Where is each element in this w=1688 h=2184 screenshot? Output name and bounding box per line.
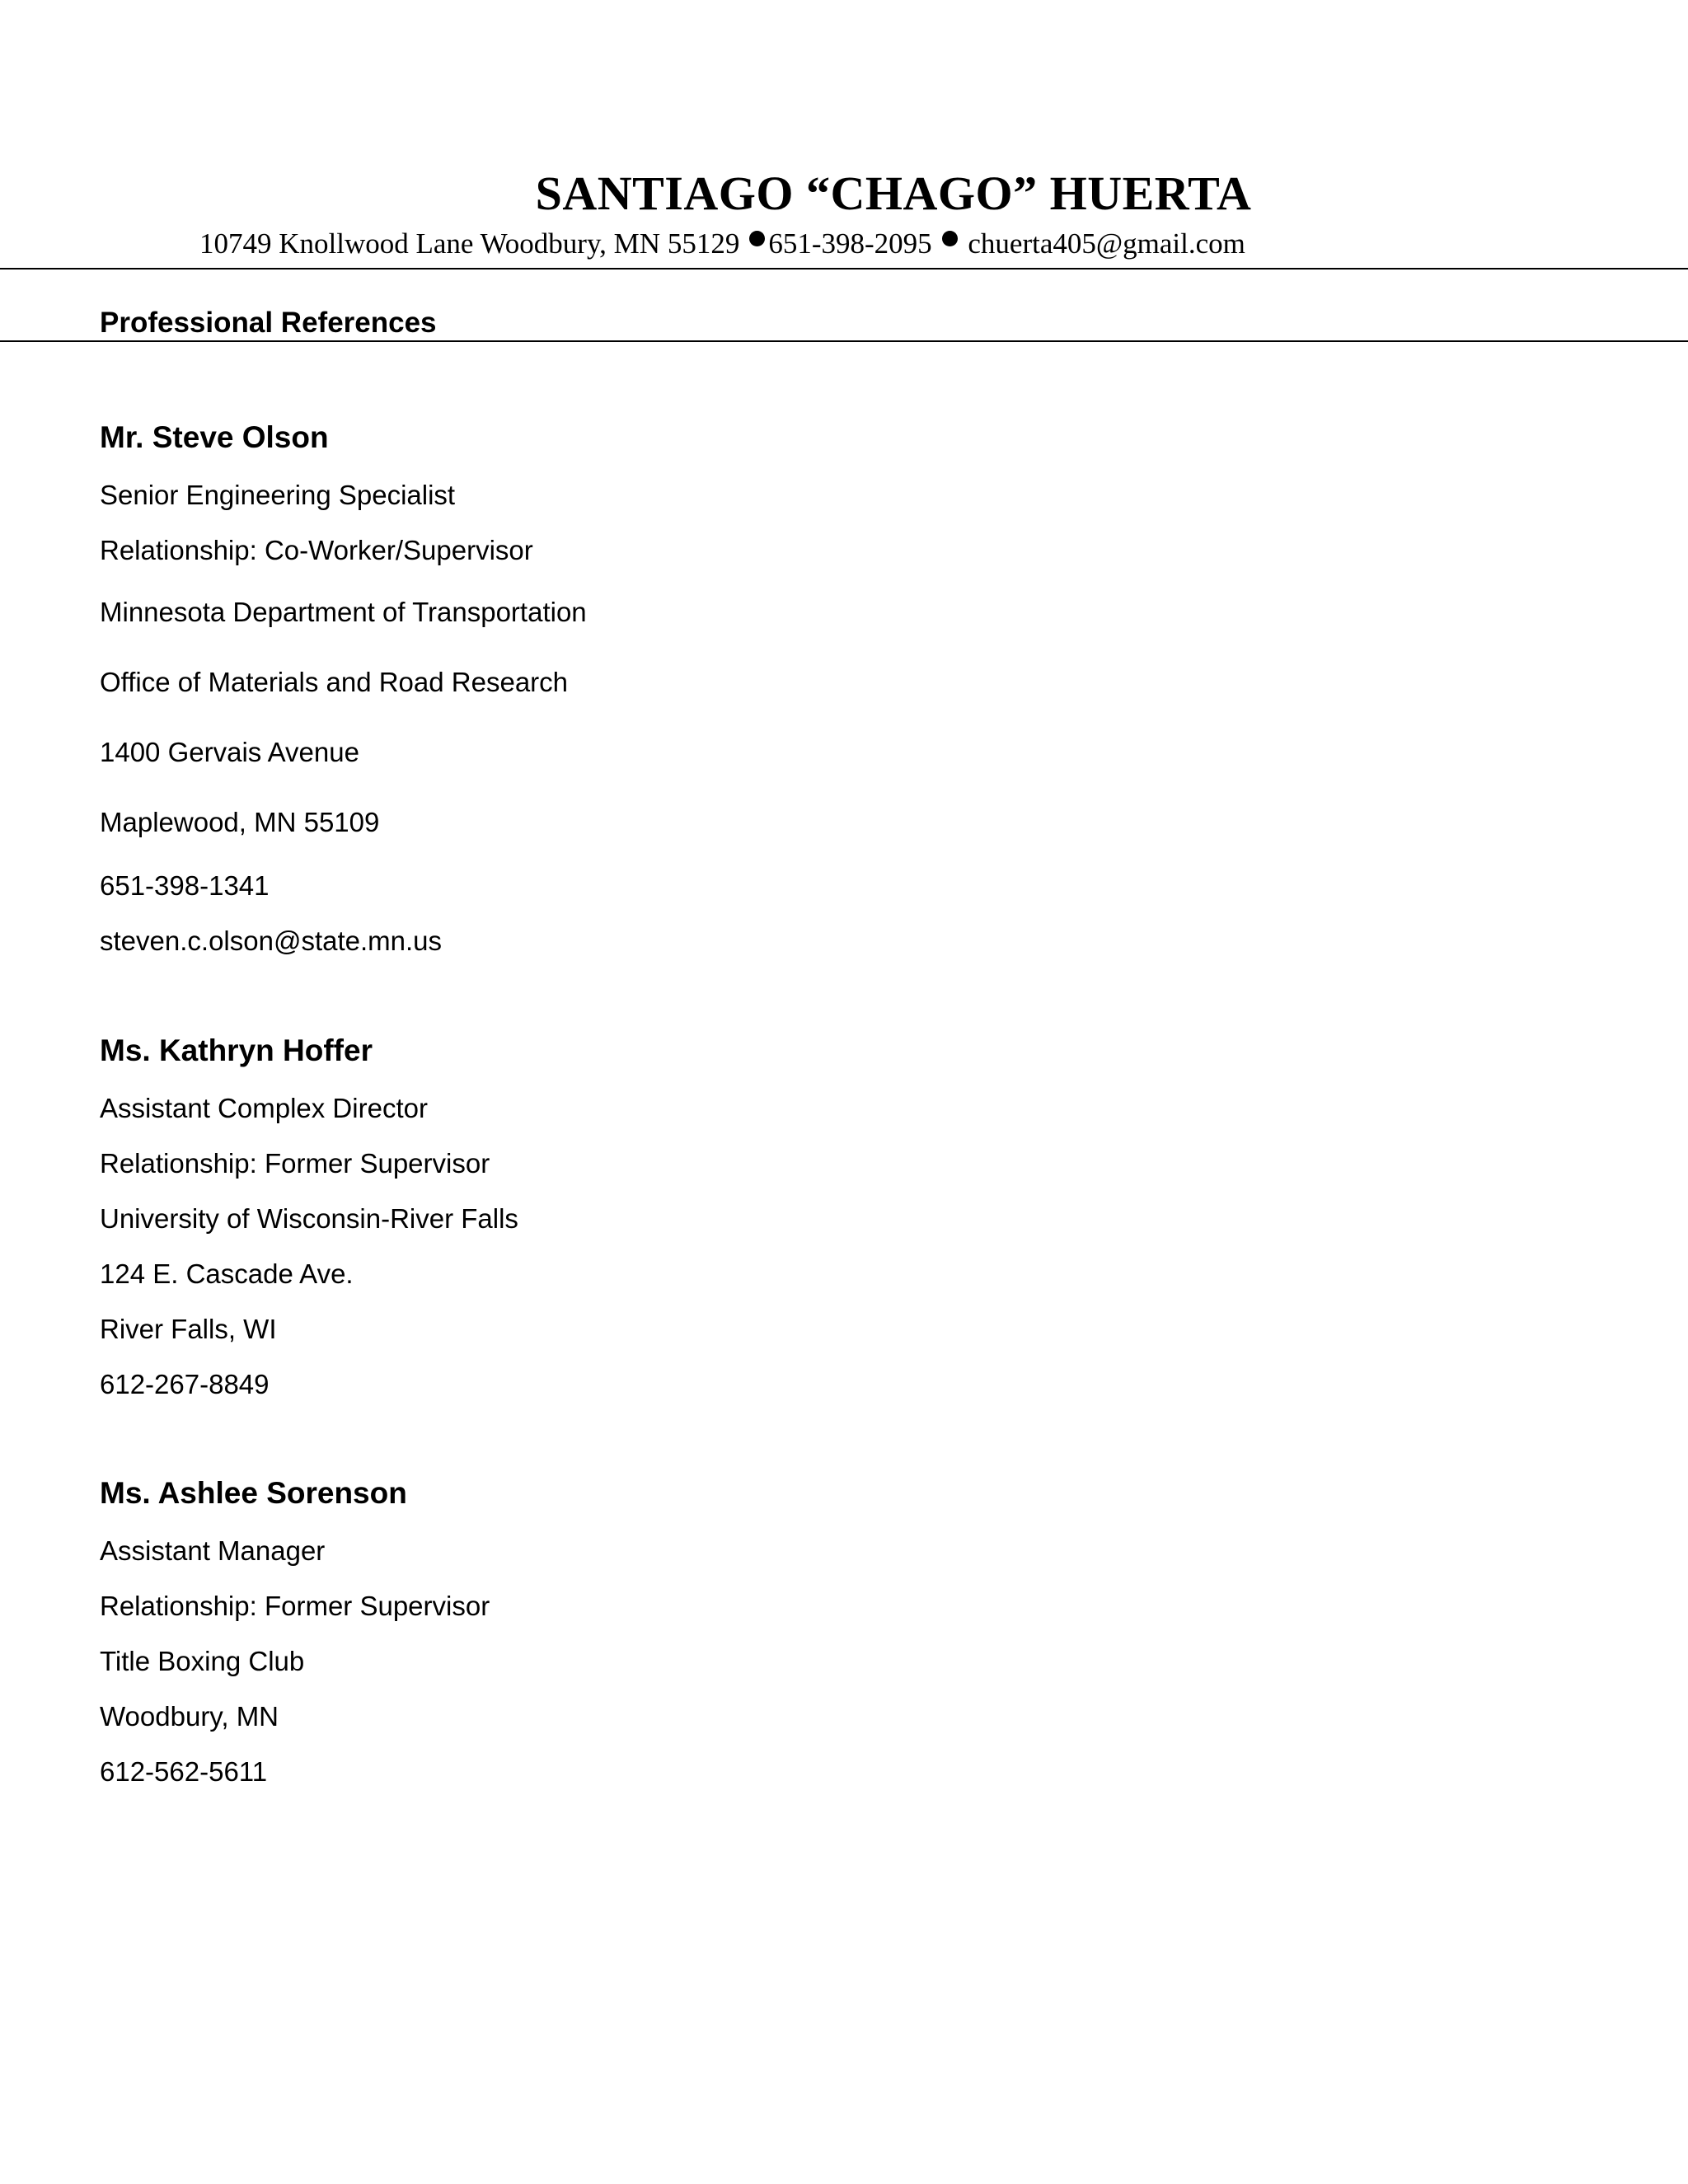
reference-name: Mr. Steve Olson [100, 420, 329, 454]
reference-phone: 612-267-8849 [100, 1369, 270, 1399]
reference-organization: University of Wisconsin-River Falls [100, 1203, 518, 1234]
reference-email: steven.c.olson@state.mn.us [100, 926, 443, 956]
reference-street: 1400 Gervais Avenue [100, 737, 359, 767]
bullet-dot-icon [749, 231, 765, 246]
reference-title: Senior Engineering Specialist [100, 480, 456, 510]
reference-phone: 651-398-1341 [100, 870, 270, 901]
reference-name: Ms. Kathryn Hoffer [100, 1033, 373, 1067]
section-title: Professional References [100, 307, 437, 339]
reference-city: Woodbury, MN [100, 1701, 279, 1732]
reference-relationship: Relationship: Co-Worker/Supervisor [100, 535, 533, 565]
reference-name: Ms. Ashlee Sorenson [100, 1476, 407, 1510]
reference-office: Office of Materials and Road Research [100, 667, 569, 697]
reference-city: Maplewood, MN 55109 [100, 807, 380, 837]
reference-organization: Minnesota Department of Transportation [100, 597, 587, 627]
section-divider [0, 340, 1688, 342]
contact-line [199, 224, 1245, 264]
contact-phone: 651-398-2095 [768, 227, 932, 260]
contact-address: 10749 Knollwood Lane Woodbury, MN 55129 [199, 227, 740, 260]
bullet-dot-icon [942, 231, 958, 246]
reference-phone: 612-562-5611 [100, 1756, 268, 1787]
header-divider [0, 268, 1688, 269]
reference-organization: Title Boxing Club [100, 1646, 305, 1676]
reference-street: 124 E. Cascade Ave. [100, 1258, 354, 1289]
candidate-name: SANTIAGO “CHAGO” HUERTA [535, 166, 1252, 220]
reference-city: River Falls, WI [100, 1314, 277, 1344]
reference-title: Assistant Manager [100, 1535, 326, 1566]
contact-email: chuerta405@gmail.com [968, 227, 1245, 260]
reference-title: Assistant Complex Director [100, 1093, 428, 1123]
reference-relationship: Relationship: Former Supervisor [100, 1591, 490, 1621]
reference-relationship: Relationship: Former Supervisor [100, 1148, 490, 1179]
